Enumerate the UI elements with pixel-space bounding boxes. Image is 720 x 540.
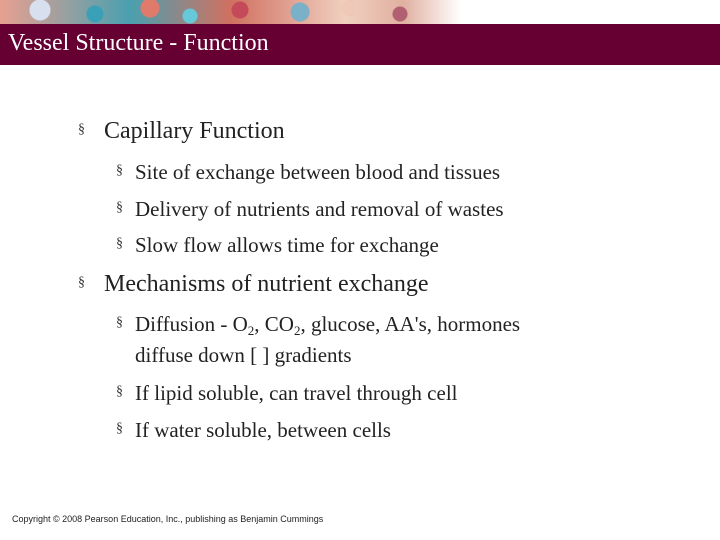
bullet-icon: §	[116, 315, 123, 330]
bullet-icon: §	[116, 421, 123, 436]
bullet-text: Delivery of nutrients and removal of wastes	[135, 197, 504, 221]
bullet-icon: §	[78, 275, 85, 290]
decorative-banner-image	[0, 0, 720, 24]
bullet-icon: §	[116, 236, 123, 251]
copyright-footer: Copyright © 2008 Pearson Education, Inc., publishing as Benjamin Cummings	[12, 514, 324, 524]
bullet-icon: §	[116, 163, 123, 178]
bullet-text: Diffusion - $O_2$, $CO_2$, glucose, AA's, hormones	[135, 312, 521, 338]
section-heading: Mechanisms of nutrient exchange	[104, 271, 429, 297]
bullet-text: If lipid soluble, can travel through cell	[135, 381, 458, 405]
bullet-text: Site of exchange between blood and tissues	[135, 160, 501, 184]
slide-title: Vessel Structure - Function	[8, 30, 269, 56]
bullet-text: If water soluble, between cells	[135, 418, 391, 442]
bullet-icon: §	[116, 384, 123, 399]
section-heading: Capillary Function	[104, 118, 285, 144]
bullet-icon: §	[116, 200, 123, 215]
bullet-icon: §	[78, 122, 85, 137]
bullet-text: diffuse down [ ] gradients	[135, 343, 352, 367]
bullet-text: Slow flow allows time for exchange	[135, 233, 439, 257]
